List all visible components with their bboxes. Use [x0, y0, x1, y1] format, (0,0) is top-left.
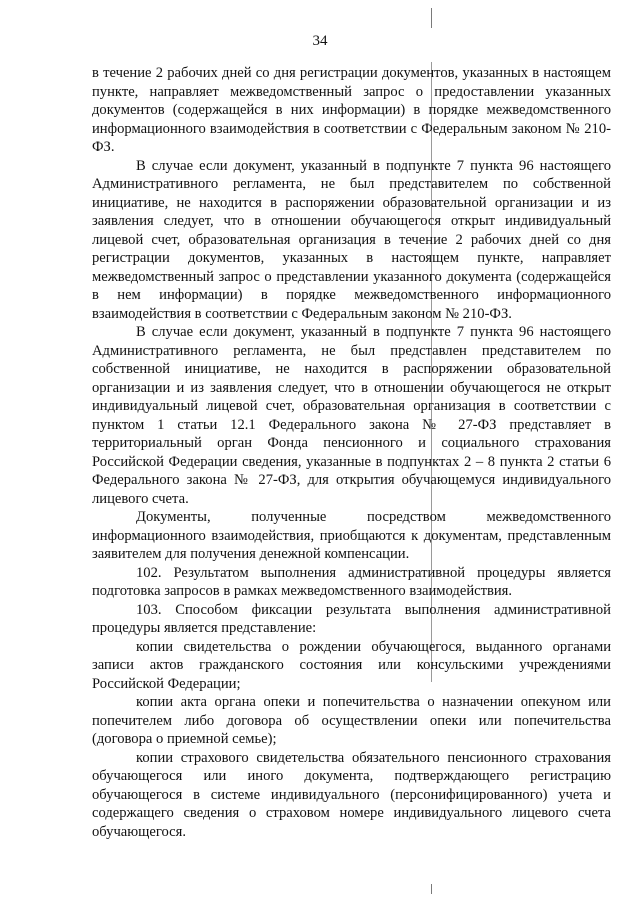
paragraph: Документы, полученные посредством межведомственного информационного взаимодействия, приобщаются к документам, представленным заявителем для получения денежной компенсации. [92, 509, 611, 562]
paragraph: В случае если документ, указанный в подпункте 7 пункта 96 настоящего Административного регламента, не был представителем по собственной инициативе, не находится в распоряжении образовательной организации и из заявления следует, что в отношении обучающегося открыт индивидуальный лицевой счет, образовательная организация в течение 2 рабочих дней со дня регистрации документов, указанных в настоящем пункте, направляет межведомственный запрос о представлении указанного документа (содержащейся в нем информации) в порядке межведомственного информационного взаимодействия в соответствии с Федеральным законом № 210-ФЗ. [92, 157, 611, 322]
document-body [92, 64, 611, 841]
paragraph: 102. Результатом выполнения административной процедуры является подготовка запросов в рамках межведомственного взаимодействия. [92, 564, 611, 599]
paragraph: 103. Способом фиксации результата выполнения административной процедуры является представление: [92, 601, 611, 636]
paragraph: в течение 2 рабочих дней со дня регистрации документов, указанных в настоящем пункте, направляет межведомственный запрос о предоставлении указанных документов (содержащейся в них информации) в порядке межведомственного информационного взаимодействия в соответствии с Федеральным законом № 210-ФЗ. [92, 65, 611, 155]
scan-artifact-line [431, 8, 432, 28]
page-number: 34 [312, 33, 328, 49]
paragraph: копии свидетельства о рождении обучающегося, выданного органами записи актов гражданского состояния или консульскими учреждениями Российской Федерации; [92, 638, 611, 692]
paragraph: копии акта органа опеки и попечительства о назначении опекуном или попечителем либо договора об осуществлении опеки или попечительства (договора о приемной семье); [92, 694, 611, 747]
paragraph: копии страхового свидетельства обязательного пенсионного страхования обучающегося или иного документа, подтверждающего регистрацию обучающегося в системе индивидуального (персонифицированного) учета и содержащего сведения о страховом номере индивидуального лицевого счета обучающегося. [92, 749, 611, 840]
paragraph: В случае если документ, указанный в подпункте 7 пункта 96 настоящего Административного регламента, не был представлен представителем по собственной инициативе, не находится в распоряжении образовательной организации и из заявления следует, что в отношении обучающегося не открыт индивидуальный лицевой счет, образовательная организация в соответствии с пунктом 1 статьи 12.1 Федерального закона № 27-ФЗ представляет в территориальный орган Фонда пенсионного и социального страхования Российской Федерации сведения, указанные в подпунктах 2 – 8 пункта 2 статьи 6 Федерального закона № 27-ФЗ, для открытия обучающемуся индивидуального лицевого счета. [92, 324, 611, 507]
scan-artifact-line [431, 884, 432, 894]
